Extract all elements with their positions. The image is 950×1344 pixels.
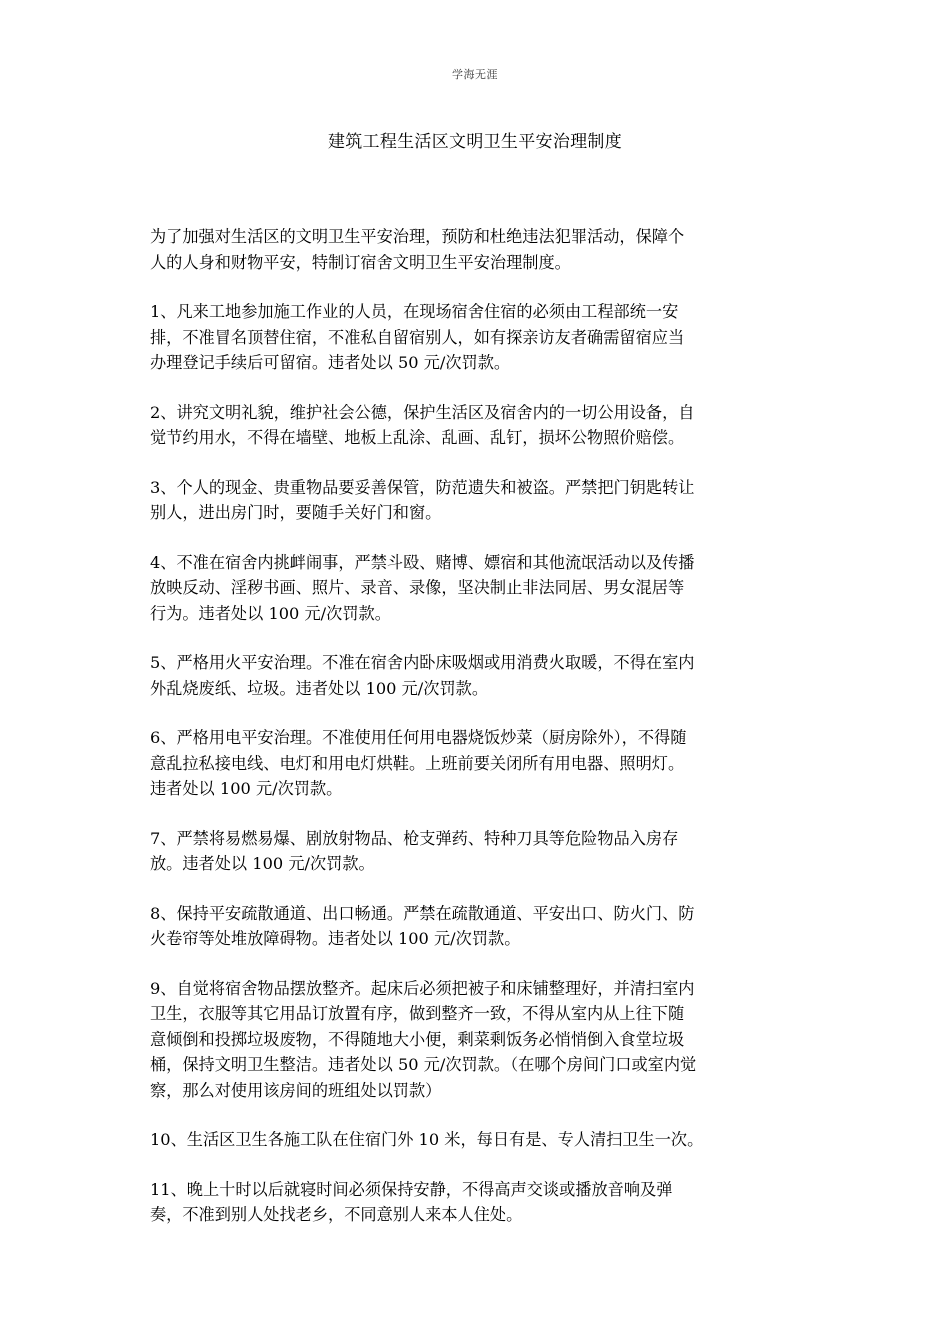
- document-title: 建筑工程生活区文明卫生平安治理制度: [327, 132, 623, 152]
- rule-3-paragraph: 3、个人的现金、贵重物品要妥善保管，防范遗失和被盗。严禁把门钥匙转让 别人，进出房门时，要随手关好门和窗。: [150, 477, 695, 522]
- intro-paragraph: 为了加强对生活区的文明卫生平安治理，预防和杜绝违法犯罪活动，保障个 人的人身和财物平安，特制订宿舍文明卫生平安治理制度。: [150, 227, 685, 272]
- rule-8-paragraph: 8、保持平安疏散通道、出口畅通。严禁在疏散通道、平安出口、防火门、防 火卷帘等处堆放障碍物。违者处以 100 元/次罚款。: [150, 903, 695, 948]
- document-body: [150, 224, 800, 1252]
- rule-10-paragraph: 10、生活区卫生各施工队在住宿门外 10 米，每日有是、专人清扫卫生一次。: [150, 1130, 704, 1149]
- rule-7-paragraph: 7、严禁将易燃易爆、剧放射物品、枪支弹药、特种刀具等危险物品入房存 放。违者处以 100 元/次罚款。: [150, 828, 679, 873]
- rule-9-paragraph: 9、自觉将宿舍物品摆放整齐。起床后必须把被子和床铺整理好，并清扫室内 卫生，衣服等其它用品订放置有序，做到整齐一致，不得从室内从上往下随 意倾倒和投掷垃圾废物，不得随地大小便，剩菜剩饭务必悄悄倒入食堂垃圾 桶，保持文明卫生整洁。违者处以 50 元/次罚款。（在哪个房间门口或室内觉 察，那么对使用该房间的班组处以罚款）: [150, 978, 697, 1100]
- rule-6-paragraph: 6、严格用电平安治理。不准使用任何用电器烧饭炒菜（厨房除外），不得随 意乱拉私接电线、电灯和用电灯烘鞋。上班前要关闭所有用电器、照明灯。 违者处以 100 元/次罚款。: [150, 728, 687, 798]
- rule-2-paragraph: 2、讲究文明礼貌，维护社会公德，保护生活区及宿舍内的一切公用设备，自 觉节约用水，不得在墙壁、地板上乱涂、乱画、乱钉，损坏公物照价赔偿。: [150, 402, 695, 447]
- page-header: 学海无涯: [452, 68, 498, 81]
- rule-1-paragraph: 1、凡来工地参加施工作业的人员，在现场宿舍住宿的必须由工程部统一安 排，不准冒名顶替住宿，不准私自留宿别人，如有探亲访友者确需留宿应当 办理登记手续后可留宿。违者处以 50 元/次罚款。: [150, 302, 685, 372]
- rule-11-paragraph: 11、晚上十时以后就寝时间必须保持安静，不得高声交谈或播放音响及弹 奏，不准到别人处找老乡，不同意别人来本人住处。: [150, 1179, 673, 1224]
- rule-4-paragraph: 4、不准在宿舍内挑衅闹事，严禁斗殴、赌博、嫖宿和其他流氓活动以及传播 放映反动、淫秽书画、照片、录音、录像，坚决制止非法同居、男女混居等 行为。违者处以 100 元/次罚款。: [150, 552, 695, 623]
- rule-5-paragraph: 5、严格用火平安治理。不准在宿舍内卧床吸烟或用消费火取暖，不得在室内 外乱烧废纸、垃圾。违者处以 100 元/次罚款。: [150, 653, 695, 698]
